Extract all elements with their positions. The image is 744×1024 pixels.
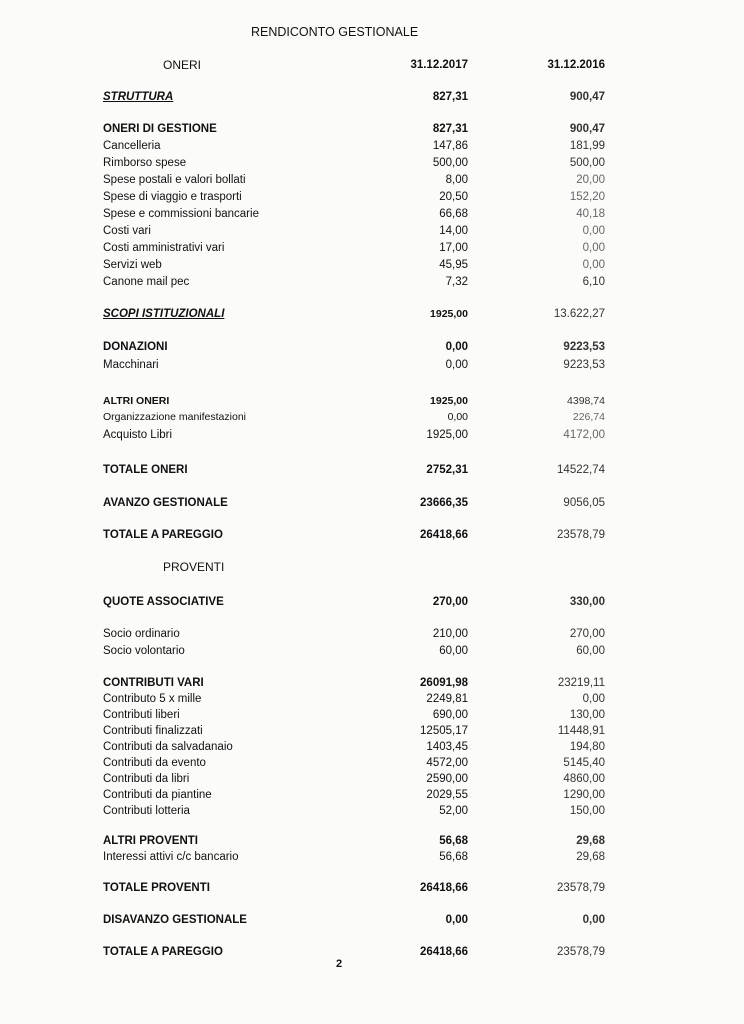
row-label: Rimborso spese — [103, 157, 187, 169]
row-label: Socio ordinario — [103, 628, 180, 640]
value-2016: 130,00 — [569, 709, 605, 721]
list-item — [0, 739, 744, 755]
value-2017: 2590,00 — [426, 773, 468, 785]
list-item — [0, 206, 744, 222]
value-2016: 181,99 — [569, 140, 605, 152]
value-2017: 56,68 — [439, 835, 468, 847]
value-2017: 20,50 — [439, 191, 468, 203]
value-2017: 56,68 — [439, 851, 468, 863]
page-number: 2 — [336, 958, 343, 970]
value-2017: 2752,31 — [426, 464, 468, 476]
value-2017: 0,00 — [445, 914, 468, 926]
row-label: Macchinari — [103, 359, 159, 371]
list-item — [0, 189, 744, 205]
row-label: Contributi da libri — [103, 773, 190, 785]
row-label: QUOTE ASSOCIATIVE — [103, 596, 224, 608]
value-2017: 26091,98 — [420, 677, 468, 689]
totale-pareggio-proventi-row — [0, 944, 744, 960]
row-label: CONTRIBUTI VARI — [103, 677, 204, 689]
row-label: Contributi da evento — [103, 757, 206, 769]
list-item — [0, 257, 744, 273]
altri-oneri-row — [0, 393, 744, 409]
list-item — [0, 155, 744, 171]
column-2017-header: 31.12.2017 — [410, 59, 468, 71]
row-label: Cancelleria — [103, 140, 161, 152]
row-label: ONERI DI GESTIONE — [103, 123, 217, 135]
value-2016: 23578,79 — [557, 529, 605, 541]
value-2017: 60,00 — [439, 645, 468, 657]
row-label: STRUTTURA — [103, 91, 174, 103]
row-label: TOTALE PROVENTI — [103, 882, 210, 894]
list-item — [0, 771, 744, 787]
value-2016: 9223,53 — [563, 341, 605, 353]
row-label: Contributi lotteria — [103, 805, 190, 817]
value-2017: 827,31 — [432, 91, 468, 103]
value-2017: 270,00 — [432, 596, 468, 608]
row-label: Canone mail pec — [103, 276, 190, 288]
value-2017: 14,00 — [439, 225, 468, 237]
list-item — [0, 803, 744, 819]
value-2017: 26418,66 — [420, 882, 468, 894]
socio-ordinario-row — [0, 626, 744, 642]
list-item — [0, 755, 744, 771]
value-2016: 13.622,27 — [553, 308, 605, 320]
value-2016: 0,00 — [582, 259, 605, 271]
scopi-istituzionali-row — [0, 306, 744, 322]
value-2016: 14522,74 — [557, 464, 605, 476]
list-item — [0, 240, 744, 256]
list-item — [0, 138, 744, 154]
row-label: Spese di viaggio e trasporti — [103, 191, 242, 203]
value-2017: 12505,17 — [420, 725, 468, 737]
oneri-gestione-row — [0, 121, 744, 137]
row-label: Organizzazione manifestazioni — [103, 411, 246, 423]
totale-oneri-row — [0, 462, 744, 478]
row-label: Costi vari — [103, 225, 151, 237]
row-label: Interessi attivi c/c bancario — [103, 851, 239, 863]
row-label: Contributi da salvadanaio — [103, 741, 233, 753]
value-2016: 330,00 — [569, 596, 605, 608]
value-2016: 20,00 — [576, 174, 605, 186]
value-2016: 11448,91 — [557, 725, 605, 737]
proventi-header — [0, 559, 744, 575]
row-label: DISAVANZO GESTIONALE — [103, 914, 247, 926]
value-2017: 690,00 — [432, 709, 468, 721]
row-label: TOTALE A PAREGGIO — [103, 946, 223, 958]
table-header — [0, 57, 744, 73]
row-label: SCOPI ISTITUZIONALI — [103, 308, 225, 320]
row-label: ALTRI ONERI — [103, 395, 170, 407]
value-2016: 0,00 — [582, 914, 605, 926]
value-2016: 150,00 — [569, 805, 605, 817]
row-label: Socio volontario — [103, 645, 185, 657]
value-2016: 270,00 — [569, 628, 605, 640]
value-2016: 0,00 — [582, 693, 605, 705]
value-2017: 1925,00 — [430, 308, 468, 320]
altri-proventi-row — [0, 833, 744, 849]
value-2016: 4398,74 — [567, 395, 605, 407]
row-label: Servizi web — [103, 259, 162, 271]
value-2017: 8,00 — [445, 174, 468, 186]
list-item — [0, 172, 744, 188]
value-2017: 1403,45 — [426, 741, 468, 753]
row-label: Contributi finalizzati — [103, 725, 203, 737]
value-2016: 226,74 — [572, 411, 605, 423]
value-2017: 66,68 — [439, 208, 468, 220]
value-2017: 2029,55 — [426, 789, 468, 801]
proventi-title: PROVENTI — [163, 560, 225, 574]
value-2017: 0,00 — [447, 411, 468, 423]
donazioni-row — [0, 339, 744, 355]
value-2016: 900,47 — [569, 91, 605, 103]
value-2017: 26418,66 — [420, 946, 468, 958]
value-2016: 6,10 — [582, 276, 605, 288]
row-label: Contributo 5 x mille — [103, 693, 202, 705]
row-label: Spese postali e valori bollati — [103, 174, 246, 186]
value-2017: 147,86 — [432, 140, 468, 152]
value-2016: 23578,79 — [557, 882, 605, 894]
value-2017: 0,00 — [445, 341, 468, 353]
organizzazione-row — [0, 409, 744, 425]
acquisto-libri-row — [0, 427, 744, 443]
value-2016: 0,00 — [582, 242, 605, 254]
row-label: Contributi da piantine — [103, 789, 212, 801]
totale-pareggio-oneri-row — [0, 527, 744, 543]
value-2017: 45,95 — [439, 259, 468, 271]
value-2017: 17,00 — [439, 242, 468, 254]
value-2016: 60,00 — [576, 645, 605, 657]
row-label: TOTALE ONERI — [103, 464, 188, 476]
row-label: Costi amministrativi vari — [103, 242, 225, 254]
value-2016: 0,00 — [582, 225, 605, 237]
value-2016: 29,68 — [576, 851, 605, 863]
list-item — [0, 223, 744, 239]
value-2016: 4860,00 — [563, 773, 605, 785]
value-2016: 152,20 — [569, 191, 605, 203]
list-item — [0, 723, 744, 739]
oneri-header: ONERI — [163, 58, 202, 72]
quote-associative-row — [0, 594, 744, 610]
interessi-row — [0, 849, 744, 865]
list-item — [0, 274, 744, 290]
value-2016: 9056,05 — [563, 497, 605, 509]
macchinari-row — [0, 357, 744, 373]
value-2016: 23578,79 — [557, 946, 605, 958]
value-2016: 4172,00 — [563, 429, 605, 441]
value-2017: 210,00 — [432, 628, 468, 640]
value-2017: 1925,00 — [430, 395, 468, 407]
value-2017: 4572,00 — [426, 757, 468, 769]
list-item — [0, 707, 744, 723]
value-2017: 1925,00 — [426, 429, 468, 441]
value-2016: 900,47 — [569, 123, 605, 135]
row-label: Spese e commissioni bancarie — [103, 208, 259, 220]
value-2017: 2249,81 — [426, 693, 468, 705]
value-2017: 7,32 — [445, 276, 468, 288]
document-title: RENDICONTO GESTIONALE — [251, 25, 419, 39]
contributi-vari-row — [0, 675, 744, 691]
value-2016: 1290,00 — [563, 789, 605, 801]
row-label: ALTRI PROVENTI — [103, 835, 198, 847]
row-label: AVANZO GESTIONALE — [103, 497, 228, 509]
totale-proventi-row — [0, 880, 744, 896]
avanzo-gestionale-row — [0, 495, 744, 511]
row-label: DONAZIONI — [103, 341, 168, 353]
row-label: TOTALE A PAREGGIO — [103, 529, 223, 541]
value-2017: 26418,66 — [420, 529, 468, 541]
value-2016: 9223,53 — [563, 359, 605, 371]
value-2016: 29,68 — [576, 835, 605, 847]
list-item — [0, 691, 744, 707]
value-2016: 194,80 — [569, 741, 605, 753]
value-2016: 40,18 — [576, 208, 605, 220]
value-2016: 5145,40 — [563, 757, 605, 769]
column-2016-header: 31.12.2016 — [547, 59, 605, 71]
value-2017: 0,00 — [445, 359, 468, 371]
disavanzo-gestionale-row — [0, 912, 744, 928]
value-2017: 52,00 — [439, 805, 468, 817]
list-item — [0, 787, 744, 803]
value-2017: 827,31 — [432, 123, 468, 135]
value-2016: 500,00 — [569, 157, 605, 169]
value-2016: 23219,11 — [557, 677, 605, 689]
row-label: Contributi liberi — [103, 709, 180, 721]
value-2017: 500,00 — [432, 157, 468, 169]
socio-volontario-row — [0, 643, 744, 659]
value-2017: 23666,35 — [420, 497, 468, 509]
row-label: Acquisto Libri — [103, 429, 173, 441]
struttura-row — [0, 89, 744, 105]
